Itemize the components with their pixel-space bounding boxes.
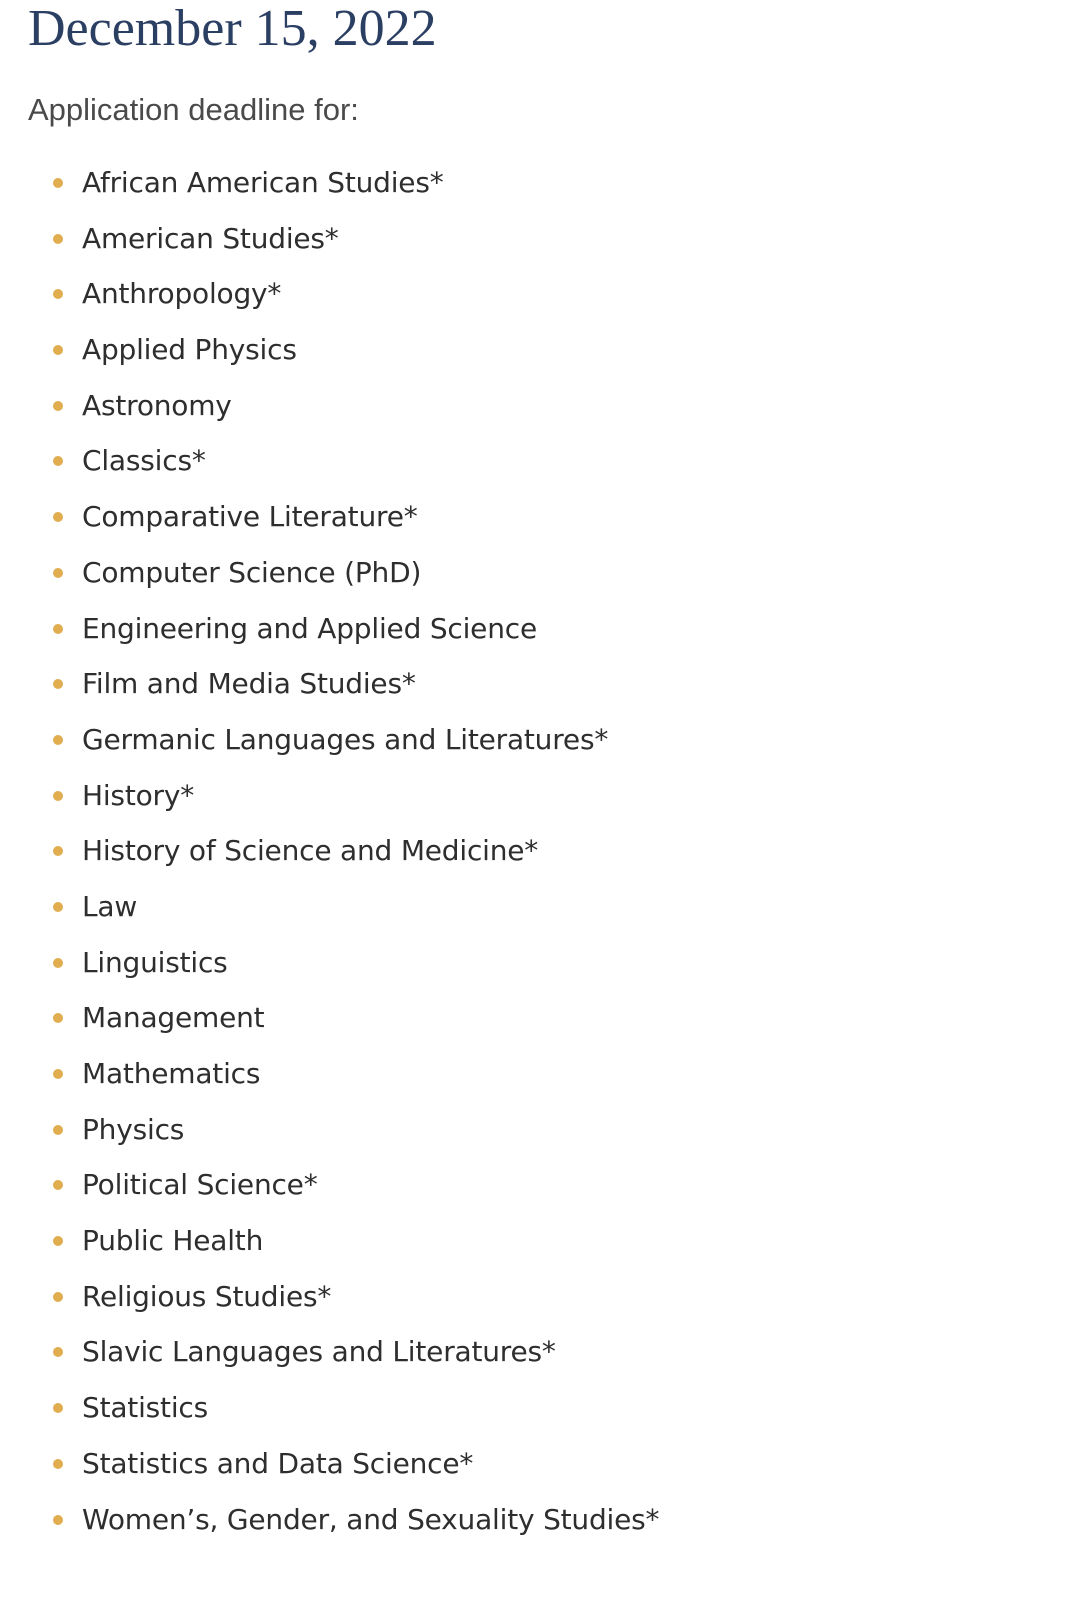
program-label: Engineering and Applied Science xyxy=(82,611,537,645)
list-item xyxy=(0,603,1080,659)
list-item xyxy=(0,825,1080,881)
list-item xyxy=(0,770,1080,826)
bullet-icon xyxy=(53,1069,63,1079)
list-item xyxy=(0,213,1080,269)
program-label: Public Health xyxy=(82,1224,264,1258)
bullet-icon xyxy=(53,624,63,634)
program-label: History of Science and Medicine* xyxy=(82,834,539,868)
program-label: Anthropology* xyxy=(82,277,282,311)
program-label: Film and Media Studies* xyxy=(82,667,416,701)
list-item xyxy=(0,380,1080,436)
program-label: Political Science* xyxy=(82,1168,318,1202)
list-item xyxy=(0,547,1080,603)
program-label: Law xyxy=(82,889,138,923)
bullet-icon xyxy=(53,791,63,801)
list-item xyxy=(0,157,1080,213)
bullet-icon xyxy=(53,1292,63,1302)
program-label: African American Studies* xyxy=(82,166,444,199)
bullet-icon xyxy=(53,568,63,578)
deadline-date-heading: December 15, 2022 xyxy=(28,0,437,57)
bullet-icon xyxy=(53,178,63,188)
bullet-icon xyxy=(53,1236,63,1246)
bullet-icon xyxy=(53,1515,63,1525)
bullet-icon xyxy=(53,1013,63,1023)
bullet-icon xyxy=(53,1347,63,1357)
list-item xyxy=(0,324,1080,380)
program-label: Physics xyxy=(82,1112,185,1146)
list-item xyxy=(0,268,1080,324)
list-item xyxy=(0,1048,1080,1104)
program-label: Mathematics xyxy=(82,1057,261,1090)
list-item xyxy=(0,992,1080,1048)
program-label: Astronomy xyxy=(82,388,232,422)
list-item xyxy=(0,658,1080,714)
program-label: American Studies* xyxy=(82,221,339,255)
list-item xyxy=(0,1271,1080,1327)
program-list xyxy=(0,157,1080,1549)
list-item xyxy=(0,435,1080,491)
bullet-icon xyxy=(53,735,63,745)
list-item xyxy=(0,1104,1080,1160)
bullet-icon xyxy=(53,456,63,466)
program-label: Classics* xyxy=(82,444,206,478)
list-item xyxy=(0,714,1080,770)
program-label: Germanic Languages and Literatures* xyxy=(82,722,609,756)
program-label: Linguistics xyxy=(82,945,228,979)
bullet-icon xyxy=(53,345,63,355)
list-item xyxy=(0,1494,1080,1550)
program-label: Comparative Literature* xyxy=(82,500,418,534)
deadline-intro-text: Application deadline for: xyxy=(28,92,359,127)
list-item xyxy=(0,1438,1080,1494)
bullet-icon xyxy=(53,902,63,912)
bullet-icon xyxy=(53,1180,63,1190)
bullet-icon xyxy=(53,401,63,411)
bullet-icon xyxy=(53,1459,63,1469)
list-item xyxy=(0,881,1080,937)
program-label: History* xyxy=(82,778,195,812)
list-item xyxy=(0,937,1080,993)
bullet-icon xyxy=(53,1403,63,1413)
list-item xyxy=(0,491,1080,547)
program-label: Computer Science (PhD) xyxy=(82,555,422,589)
bullet-icon xyxy=(53,289,63,299)
bullet-icon xyxy=(53,512,63,522)
program-label: Management xyxy=(82,1001,265,1035)
program-label: Slavic Languages and Literatures* xyxy=(82,1335,556,1369)
bullet-icon xyxy=(53,1125,63,1135)
program-label: Statistics and Data Science* xyxy=(82,1446,474,1480)
bullet-icon xyxy=(53,846,63,856)
list-item xyxy=(0,1326,1080,1382)
list-item xyxy=(0,1215,1080,1271)
list-item xyxy=(0,1159,1080,1215)
bullet-icon xyxy=(53,958,63,968)
program-label: Women’s, Gender, and Sexuality Studies* xyxy=(82,1502,660,1536)
bullet-icon xyxy=(53,234,63,244)
list-item xyxy=(0,1382,1080,1438)
program-label: Applied Physics xyxy=(82,333,297,367)
program-label: Religious Studies* xyxy=(82,1279,332,1313)
program-label: Statistics xyxy=(82,1391,208,1425)
bullet-icon xyxy=(53,679,63,689)
